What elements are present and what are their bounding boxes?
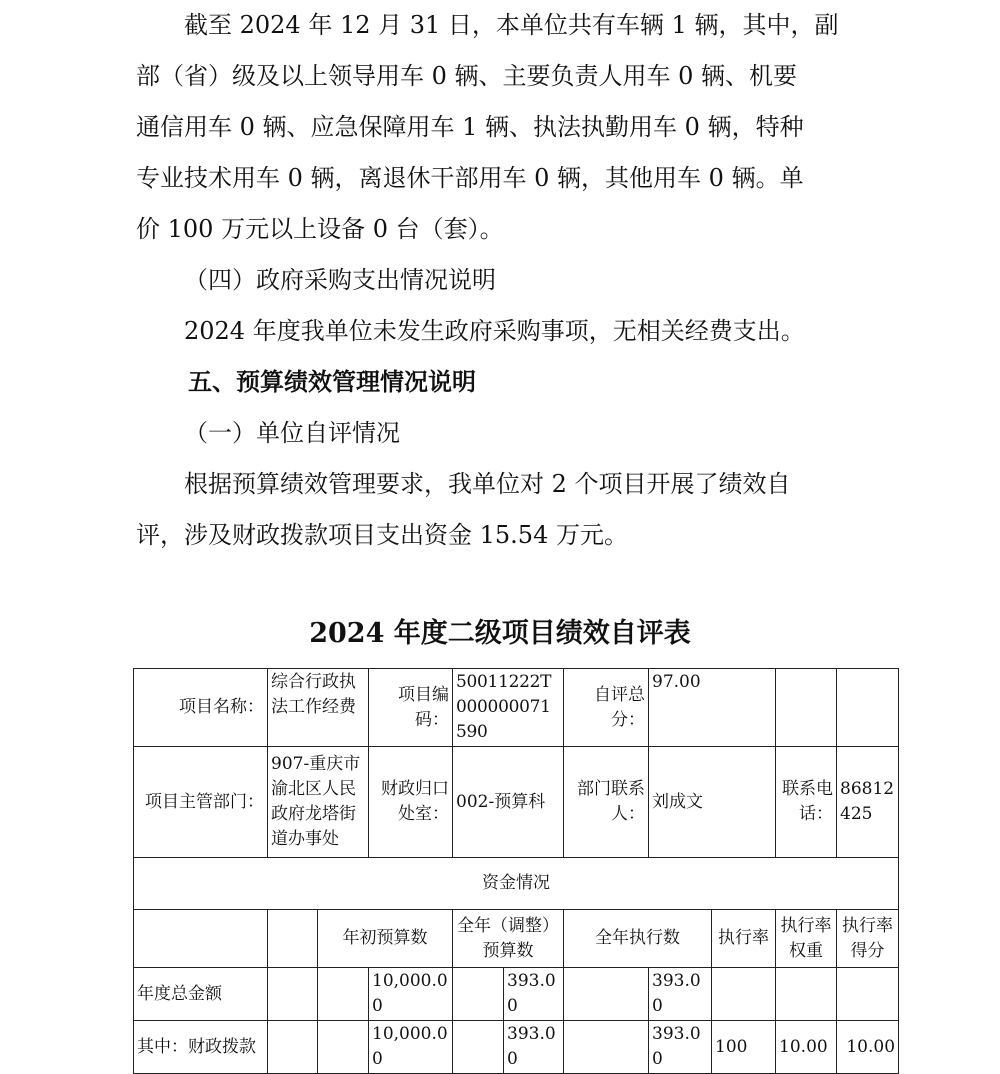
- funds-heading: 资金情况: [134, 858, 899, 910]
- exec-score-value: [837, 968, 899, 1021]
- project-code-label: 项目编码：: [369, 669, 453, 747]
- project-code-value: 50011222T000000071590: [453, 669, 564, 747]
- col-adjusted-budget: 全年（调整）预算数: [453, 910, 564, 968]
- empty-cell: [134, 910, 268, 968]
- self-score-value: 97.00: [649, 669, 776, 747]
- exec-score-value: 10.00: [837, 1021, 899, 1074]
- table-row: [134, 858, 899, 910]
- row-label: 其中：财政拨款: [134, 1021, 268, 1074]
- adjusted-budget-value: 393.00: [504, 1021, 564, 1074]
- text-line: 根据预算绩效管理要求，我单位对 2 个项目开展了绩效自: [184, 470, 791, 498]
- self-eval-paragraph: [136, 459, 876, 561]
- finance-office-label: 财政归口处室：: [369, 747, 453, 858]
- phone-label: 联系电话：: [776, 747, 837, 858]
- contact-label: 部门联系人：: [564, 747, 649, 858]
- phone-value: 86812425: [837, 747, 899, 858]
- col-exec-weight: 执行率权重: [776, 910, 837, 968]
- finance-office-value: 002-预算科: [453, 747, 564, 858]
- table-row: [134, 1021, 899, 1074]
- project-name-value: 综合行政执法工作经费: [268, 669, 369, 747]
- col-initial-budget: 年初预算数: [318, 910, 453, 968]
- empty-cell: [268, 968, 318, 1021]
- performance-table: [133, 668, 899, 1074]
- exec-weight-value: [776, 968, 837, 1021]
- table-row: [134, 968, 899, 1021]
- table-row: [134, 747, 899, 858]
- dept-value: 907-重庆市渝北区人民政府龙塔街道办事处: [268, 747, 369, 858]
- self-score-label: 自评总分：: [564, 669, 649, 747]
- exec-rate-value: [712, 968, 776, 1021]
- empty-cell: [318, 968, 369, 1021]
- empty-cell: [268, 910, 318, 968]
- empty-cell: [837, 669, 899, 747]
- table-header-row: [134, 910, 899, 968]
- dept-label: 项目主管部门：: [134, 747, 268, 858]
- executed-value: 393.00: [649, 1021, 712, 1074]
- procurement-text: 2024 年度我单位未发生政府采购事项，无相关经费支出。: [184, 317, 805, 345]
- exec-weight-value: 10.00: [776, 1021, 837, 1074]
- executed-value: 393.00: [649, 968, 712, 1021]
- adjusted-budget-value: 393.00: [504, 968, 564, 1021]
- text-line: 价 100 万元以上设备 0 台（套）。: [136, 215, 504, 243]
- col-executed: 全年执行数: [564, 910, 712, 968]
- empty-cell: [564, 968, 649, 1021]
- table-title: 2024 年度二级项目绩效自评表: [309, 618, 691, 649]
- text-line: 通信用车 0 辆、应急保障用车 1 辆、执法执勤用车 0 辆，特种: [136, 113, 804, 141]
- empty-cell: [564, 1021, 649, 1074]
- empty-cell: [453, 968, 504, 1021]
- procurement-heading: （四）政府采购支出情况说明: [184, 266, 496, 294]
- text-line: 部（省）级及以上领导用车 0 辆、主要负责人用车 0 辆、机要: [136, 62, 798, 90]
- col-exec-rate: 执行率: [712, 910, 776, 968]
- contact-value: 刘成文: [649, 747, 776, 858]
- project-name-label: 项目名称：: [134, 669, 268, 747]
- vehicles-paragraph: [136, 0, 876, 255]
- exec-rate-value: 100: [712, 1021, 776, 1074]
- table-row: [134, 669, 899, 747]
- initial-budget-value: 10,000.00: [369, 1021, 453, 1074]
- section5-heading: 五、预算绩效管理情况说明: [188, 368, 476, 396]
- empty-cell: [268, 1021, 318, 1074]
- text-line: 评，涉及财政拨款项目支出资金 15.54 万元。: [136, 521, 628, 549]
- empty-cell: [453, 1021, 504, 1074]
- text-line: 专业技术用车 0 辆，离退休干部用车 0 辆，其他用车 0 辆。单: [136, 164, 804, 192]
- initial-budget-value: 10,000.00: [369, 968, 453, 1021]
- self-eval-heading: （一）单位自评情况: [184, 419, 400, 447]
- text-line: 截至 2024 年 12 月 31 日，本单位共有车辆 1 辆，其中，副: [184, 11, 839, 39]
- empty-cell: [318, 1021, 369, 1074]
- row-label: 年度总金额: [134, 968, 268, 1021]
- col-exec-score: 执行率得分: [837, 910, 899, 968]
- empty-cell: [776, 669, 837, 747]
